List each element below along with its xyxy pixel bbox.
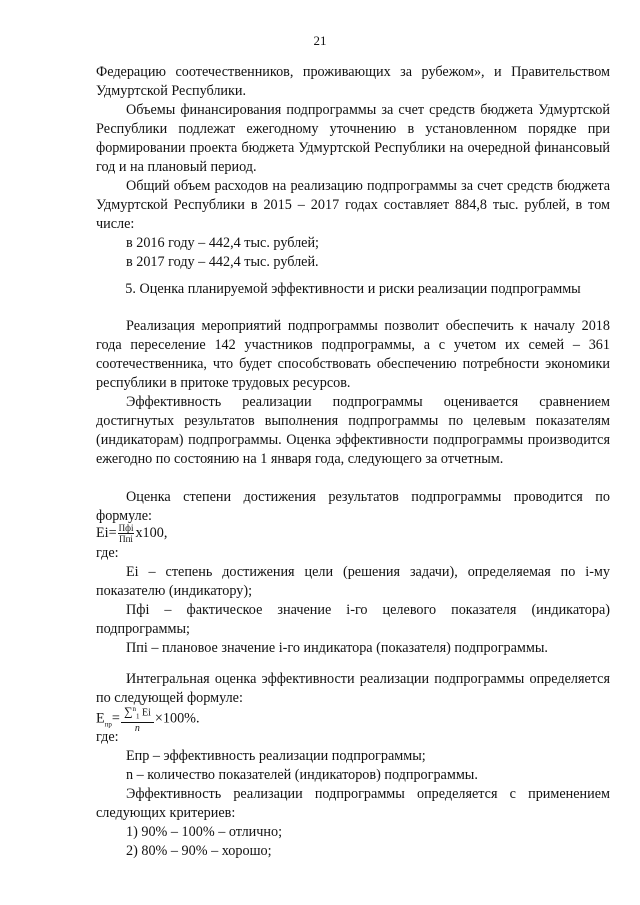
formula-epr-eq: = xyxy=(111,710,120,727)
sum-upper-limit: n xyxy=(132,705,136,713)
paragraph-total-expenses: Общий объем расходов на реализацию подпрограммы за счет средств бюджета Удмуртской Республики в 2015 – 2017 годах составляет 884,8 тыс. рублей, в том числе: xyxy=(96,178,610,232)
definition-n: n – количество показателей (индикаторов) подпрограммы. xyxy=(126,767,478,783)
formula-epr-rhs: ×100%. xyxy=(154,710,200,727)
definition-pfi: Пфi – фактическое значение i-го целевого показателя (индикатора) подпрограммы; xyxy=(96,602,610,637)
list-item-2016: в 2016 году – 442,4 тыс. рублей; xyxy=(126,235,319,251)
formula-ei-fraction xyxy=(118,523,135,544)
page-number: 21 xyxy=(313,33,327,48)
section-heading: 5. Оценка планируемой эффективности и риски реализации подпрограммы xyxy=(125,281,581,297)
formula-ei xyxy=(96,523,167,544)
definition-epr: Епр – эффективность реализации подпрограммы; xyxy=(126,748,426,764)
paragraph-implementation: Реализация мероприятий подпрограммы позволит обеспечить к началу 2018 года переселение 142 участников подпрограммы, а с учетом их семей – 361 соотечественника, что будет способствовать обеспечению потребности экономики республики в притоке трудовых ресурсов. xyxy=(96,318,610,391)
where-label-2: где: xyxy=(96,729,119,745)
sum-term: Ei xyxy=(142,707,151,719)
formula-epr-denominator: n xyxy=(134,723,140,735)
formula-ei-lhs: Еi= xyxy=(96,524,117,541)
sum-lower-limit: 1 xyxy=(136,712,140,721)
sum-symbol: ∑ xyxy=(123,704,133,719)
formula-ei-rhs: х100, xyxy=(135,524,168,541)
paragraph-funding-volume: Объемы финансирования подпрограммы за счет средств бюджета Удмуртской Республики подлежат ежегодному уточнению в установленном порядке при формировании проекта бюджета Удмуртской Республики на очередной финансовый год и на плановый период. xyxy=(96,102,610,175)
definition-ppi: Ппi – плановое значение i-го индикатора (показателя) подпрограммы. xyxy=(126,640,548,656)
list-item-2017: в 2017 году – 442,4 тыс. рублей. xyxy=(126,254,319,270)
where-label-1: где: xyxy=(96,545,119,561)
paragraph-effectiveness: Эффективность реализации подпрограммы оценивается сравнением достигнутых результатов выполнения подпрограммы по целевым показателям (индикаторам) подпрограммы. Оценка эффективности подпрограммы производится ежегодно по состоянию на 1 января года, следующего за отчетным. xyxy=(96,394,610,467)
paragraph-formula-intro: Оценка степени достижения результатов подпрограммы проводится по формуле: xyxy=(96,489,610,524)
criterion-good: 2) 80% – 90% – хорошо; xyxy=(126,843,272,859)
paragraph-integral-estimate: Интегральная оценка эффективности реализации подпрограммы определяется по следующей формуле: xyxy=(96,671,610,706)
formula-epr-numerator xyxy=(121,704,154,723)
formula-epr-lhs: Е xyxy=(96,710,105,727)
formula-epr-lhs-sub: пр xyxy=(104,720,112,729)
formula-ei-denominator: Ппi xyxy=(119,534,133,544)
definition-ei: Еi – степень достижения цели (решения задачи), определяемая по i-му показателю (индикатору); xyxy=(96,564,610,599)
paragraph-federation: Федерацию соотечественников, проживающих за рубежом», и Правительством Удмуртской Республики. xyxy=(96,64,610,99)
criterion-excellent: 1) 90% – 100% – отлично; xyxy=(126,824,283,840)
formula-ei-numerator: Пфi xyxy=(118,523,134,533)
paragraph-criteria: Эффективность реализации подпрограммы определяется с применением следующих критериев: xyxy=(96,786,610,821)
